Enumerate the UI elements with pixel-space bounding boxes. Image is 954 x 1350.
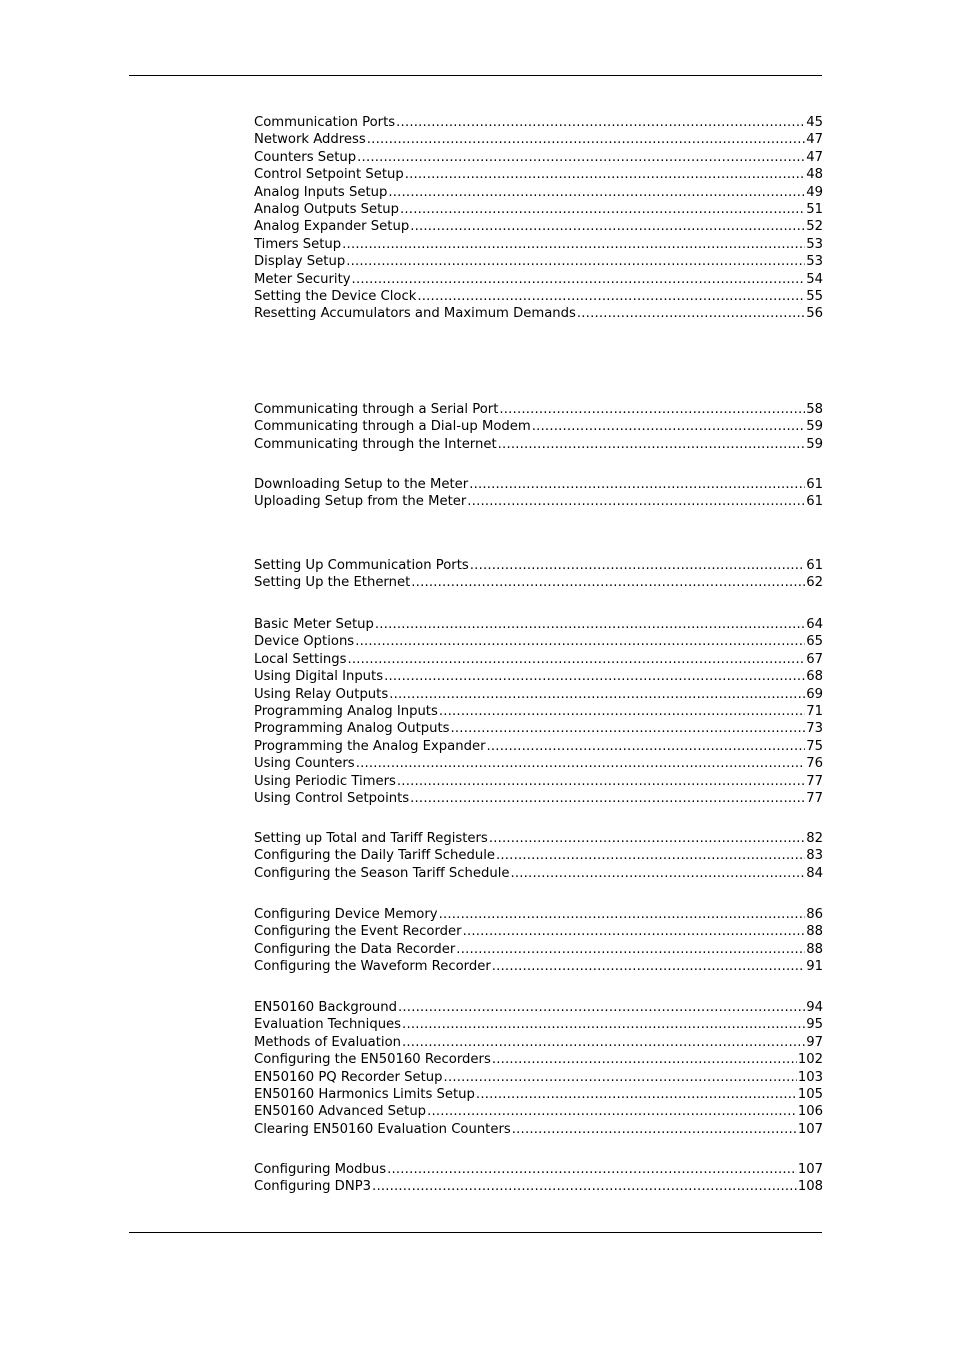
toc-entry-page-number: 51 (806, 201, 823, 217)
toc-entry[interactable] (254, 305, 823, 322)
toc-entry-page-number: 65 (806, 634, 823, 650)
toc-entry[interactable] (254, 493, 823, 510)
toc-entry-title: Programming Analog Inputs (254, 703, 438, 719)
toc-entry-title: Programming Analog Outputs (254, 721, 450, 737)
toc-entry-page-number: 61 (806, 558, 823, 573)
toc-entry[interactable] (254, 476, 823, 493)
toc-entry[interactable] (254, 574, 823, 591)
toc-entry-page-number: 103 (797, 1069, 823, 1085)
header-rule (129, 75, 822, 76)
toc-group (254, 616, 823, 807)
toc-entry-page-number: 107 (797, 1162, 823, 1177)
toc-entry-title: Setting Up Communication Ports (254, 558, 469, 573)
toc-group (254, 830, 823, 882)
dot-leader (400, 201, 805, 218)
dot-leader (411, 574, 805, 591)
toc-entry-title: Using Relay Outputs (254, 686, 389, 702)
toc-entry-title: Control Setpoint Setup (254, 167, 404, 183)
dot-leader (470, 557, 805, 574)
toc-entry-page-number: 61 (806, 494, 823, 510)
dot-leader (346, 253, 805, 270)
toc-entry-page-number: 53 (806, 236, 823, 252)
toc-entry[interactable] (254, 958, 823, 975)
toc-entry-page-number: 49 (806, 184, 823, 200)
toc-entry-page-number: 84 (806, 865, 823, 881)
dot-leader (492, 958, 805, 975)
toc-entry[interactable] (254, 633, 823, 650)
toc-entry[interactable] (254, 114, 823, 131)
dot-leader (342, 236, 805, 253)
toc-entry-title: Timers Setup (254, 236, 342, 252)
dot-leader (444, 1069, 797, 1086)
toc-entry-title: Communicating through the Internet (254, 436, 497, 452)
toc-entry-title: Configuring the Waveform Recorder (254, 959, 491, 975)
toc-entry-title: Configuring the Data Recorder (254, 941, 456, 957)
toc-entry-page-number: 94 (806, 1000, 823, 1015)
toc-entry-title: Communicating through a Serial Port (254, 402, 499, 417)
toc-entry[interactable] (254, 1121, 823, 1138)
dot-leader (489, 830, 805, 847)
toc-group (254, 999, 823, 1138)
dot-leader (498, 436, 806, 453)
toc-entry-title: Display Setup (254, 254, 346, 270)
toc-entry-title: EN50160 PQ Recorder Setup (254, 1069, 443, 1085)
toc-entry-title: Using Periodic Timers (254, 773, 396, 789)
toc-entry-title: Communication Ports (254, 115, 396, 130)
toc-entry[interactable] (254, 847, 823, 864)
toc-entry-page-number: 45 (806, 115, 823, 130)
toc-entry-title: Analog Expander Setup (254, 219, 410, 235)
toc-entry-title: Analog Inputs Setup (254, 184, 388, 200)
toc-entry-title: Configuring the Event Recorder (254, 924, 462, 940)
toc-entry-page-number: 91 (806, 959, 823, 975)
toc-entry-title: Network Address (254, 132, 366, 148)
toc-entry[interactable] (254, 201, 823, 218)
dot-leader (532, 418, 805, 435)
toc-entry[interactable] (254, 149, 823, 166)
dot-leader (499, 401, 805, 418)
dot-leader (577, 305, 805, 322)
dot-leader (347, 651, 805, 668)
dot-leader (439, 906, 806, 923)
toc-entry-title: Configuring the Daily Tariff Schedule (254, 848, 495, 864)
dot-leader (384, 668, 805, 685)
toc-entry[interactable] (254, 738, 823, 755)
toc-entry-page-number: 88 (806, 924, 823, 940)
toc-entry-title: Analog Outputs Setup (254, 201, 400, 217)
toc-entry[interactable] (254, 288, 823, 305)
dot-leader (439, 703, 805, 720)
dot-leader (417, 288, 805, 305)
toc-entry[interactable] (254, 703, 823, 720)
toc-entry-page-number: 47 (806, 132, 823, 148)
toc-entry-page-number: 58 (806, 402, 823, 417)
dot-leader (496, 847, 805, 864)
toc-group (254, 557, 823, 592)
toc-group (254, 401, 823, 453)
dot-leader (492, 1051, 797, 1068)
dot-leader (389, 686, 805, 703)
toc-entry[interactable] (254, 616, 823, 633)
toc-entry-page-number: 54 (806, 271, 823, 287)
toc-entry-title: Using Counters (254, 756, 355, 772)
toc-entry-page-number: 107 (797, 1121, 823, 1137)
toc-entry-page-number: 88 (806, 941, 823, 957)
toc-entry-page-number: 68 (806, 669, 823, 685)
toc-entry-page-number: 52 (806, 219, 823, 235)
toc-entry-title: EN50160 Advanced Setup (254, 1104, 427, 1120)
dot-leader (357, 149, 805, 166)
toc-entry[interactable] (254, 184, 823, 201)
toc-entry[interactable] (254, 1086, 823, 1103)
toc-entry-title: Device Options (254, 634, 355, 650)
toc-entry-title: Configuring the Season Tariff Schedule (254, 865, 510, 881)
dot-leader (396, 114, 805, 131)
toc-entry-title: Using Digital Inputs (254, 669, 384, 685)
dot-leader (397, 773, 805, 790)
toc-group (254, 906, 823, 976)
dot-leader (469, 476, 805, 493)
dot-leader (398, 999, 805, 1016)
toc-entry-page-number: 59 (806, 436, 823, 452)
dot-leader (410, 218, 805, 235)
toc-entry-page-number: 75 (806, 738, 823, 754)
dot-leader (405, 166, 805, 183)
dot-leader (463, 923, 806, 940)
toc-entry-title: Counters Setup (254, 149, 357, 165)
toc-entry-page-number: 77 (806, 773, 823, 789)
toc-group (254, 1161, 823, 1196)
toc-entry-page-number: 83 (806, 848, 823, 864)
dot-leader (510, 865, 805, 882)
toc-group (254, 114, 823, 323)
dot-leader (456, 941, 805, 958)
toc-entry-page-number: 76 (806, 756, 823, 772)
toc-entry-title: Clearing EN50160 Evaluation Counters (254, 1121, 511, 1137)
toc-entry[interactable] (254, 923, 823, 940)
toc-entry-title: Programming the Analog Expander (254, 738, 486, 754)
toc-entry-page-number: 106 (797, 1104, 823, 1120)
toc-entry-page-number: 69 (806, 686, 823, 702)
dot-leader (410, 790, 805, 807)
toc-entry[interactable] (254, 668, 823, 685)
toc-entry[interactable] (254, 401, 823, 418)
toc-entry[interactable] (254, 236, 823, 253)
toc-entry-title: EN50160 Background (254, 1000, 398, 1015)
toc-entry-title: Evaluation Techniques (254, 1017, 402, 1033)
toc-entry[interactable] (254, 1069, 823, 1086)
toc-entry[interactable] (254, 557, 823, 574)
toc-entry-page-number: 95 (806, 1017, 823, 1033)
toc-entry[interactable] (254, 1178, 823, 1195)
toc-entry[interactable] (254, 790, 823, 807)
toc-entry-page-number: 61 (806, 477, 823, 492)
toc-entry[interactable] (254, 131, 823, 148)
toc-entry[interactable] (254, 1034, 823, 1051)
toc-entry[interactable] (254, 830, 823, 847)
dot-leader (367, 131, 805, 148)
dot-leader (356, 755, 806, 772)
toc-entry[interactable] (254, 418, 823, 435)
toc-entry-page-number: 82 (806, 831, 823, 846)
toc-entry[interactable] (254, 436, 823, 453)
dot-leader (387, 1161, 797, 1178)
toc-entry-page-number: 77 (806, 790, 823, 806)
toc-entry-title: Communicating through a Dial-up Modem (254, 419, 531, 435)
toc-entry-page-number: 47 (806, 149, 823, 165)
toc-entry-title: Setting Up the Ethernet (254, 575, 411, 591)
toc-entry[interactable] (254, 941, 823, 958)
footer-rule (129, 1232, 822, 1233)
toc-entry[interactable] (254, 773, 823, 790)
toc-entry-title: Using Control Setpoints (254, 790, 410, 806)
toc-entry-page-number: 86 (806, 907, 823, 922)
toc-entry-page-number: 105 (797, 1086, 823, 1102)
toc-entry[interactable] (254, 755, 823, 772)
toc-entry-title: Downloading Setup to the Meter (254, 477, 469, 492)
toc-entry-page-number: 67 (806, 651, 823, 667)
dot-leader (476, 1086, 797, 1103)
toc-entry-page-number: 71 (806, 703, 823, 719)
toc-entry-title: Configuring DNP3 (254, 1179, 372, 1195)
toc-entry[interactable] (254, 1161, 823, 1178)
toc-entry-page-number: 108 (797, 1179, 823, 1195)
toc-entry-title: Setting the Device Clock (254, 288, 417, 304)
toc-entry-title: Setting up Total and Tariff Registers (254, 831, 488, 846)
toc-entry[interactable] (254, 1051, 823, 1068)
toc-group (254, 476, 823, 511)
toc-entry-page-number: 62 (806, 575, 823, 591)
toc-entry-page-number: 73 (806, 721, 823, 737)
dot-leader (355, 633, 805, 650)
dot-leader (352, 271, 806, 288)
toc-entry-title: Resetting Accumulators and Maximum Demands (254, 306, 576, 322)
dot-leader (402, 1016, 805, 1033)
toc-entry-title: Uploading Setup from the Meter (254, 494, 467, 510)
toc-entry[interactable] (254, 271, 823, 288)
toc-entry[interactable] (254, 253, 823, 270)
toc-entry-title: Basic Meter Setup (254, 617, 374, 632)
toc-entry-page-number: 59 (806, 419, 823, 435)
toc-entry[interactable] (254, 1016, 823, 1033)
dot-leader (467, 493, 805, 510)
toc-entry[interactable] (254, 686, 823, 703)
dot-leader (402, 1034, 805, 1051)
toc-entry-page-number: 53 (806, 254, 823, 270)
toc-entry-title: Local Settings (254, 651, 347, 667)
toc-entry[interactable] (254, 865, 823, 882)
toc-entry-page-number: 55 (806, 288, 823, 304)
toc-entry-page-number: 56 (806, 306, 823, 322)
toc-entry-page-number: 102 (797, 1052, 823, 1068)
toc-entry-title: EN50160 Harmonics Limits Setup (254, 1086, 475, 1102)
toc-entry-title: Meter Security (254, 271, 351, 287)
toc-entry[interactable] (254, 218, 823, 235)
toc-entry-title: Configuring the EN50160 Recorders (254, 1052, 491, 1068)
dot-leader (427, 1103, 797, 1120)
dot-leader (512, 1121, 797, 1138)
toc-entry[interactable] (254, 166, 823, 183)
toc-entry-page-number: 97 (806, 1034, 823, 1050)
dot-leader (487, 738, 806, 755)
toc-entry-page-number: 48 (806, 167, 823, 183)
toc-entry[interactable] (254, 1103, 823, 1120)
toc-entry-title: Configuring Modbus (254, 1162, 387, 1177)
dot-leader (388, 184, 805, 201)
toc-entry[interactable] (254, 651, 823, 668)
toc-entry[interactable] (254, 720, 823, 737)
dot-leader (451, 720, 806, 737)
toc-entry[interactable] (254, 999, 823, 1016)
dot-leader (375, 616, 805, 633)
toc-entry-title: Methods of Evaluation (254, 1034, 402, 1050)
toc-entry-page-number: 64 (806, 617, 823, 632)
toc-entry-title: Configuring Device Memory (254, 907, 438, 922)
toc-entry[interactable] (254, 906, 823, 923)
dot-leader (372, 1178, 797, 1195)
